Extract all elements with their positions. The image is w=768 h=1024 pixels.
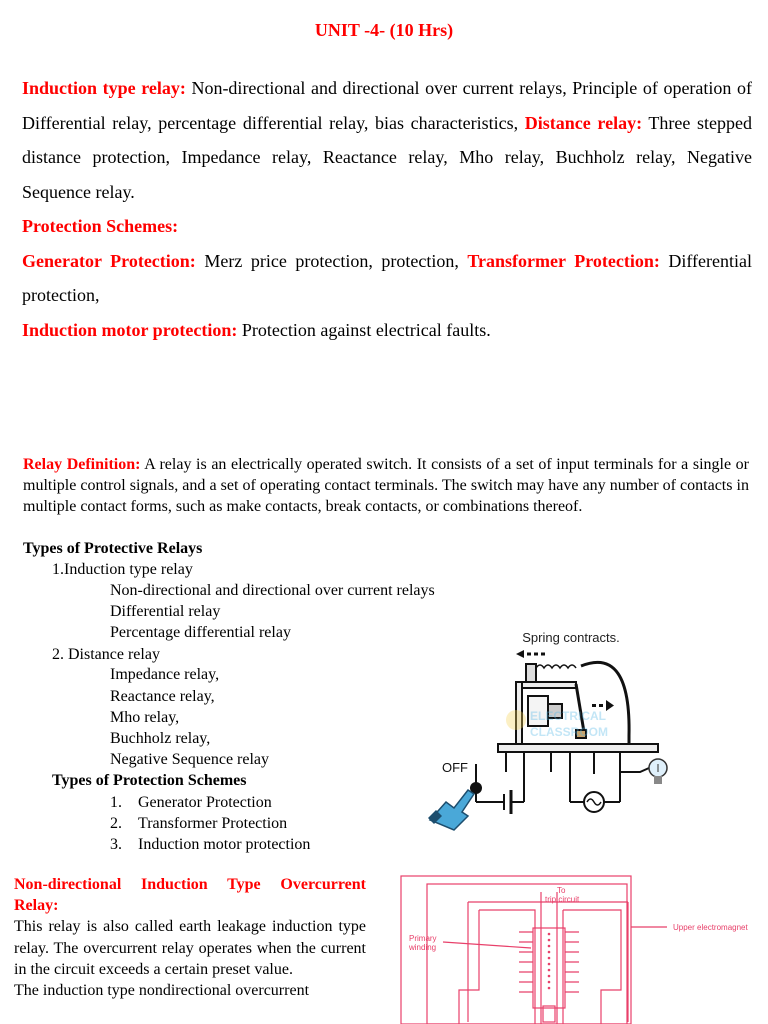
unit-title: UNIT -4- (10 Hrs): [314, 20, 454, 40]
types-of-relays-heading: Types of Protective Relays: [23, 540, 203, 557]
scheme-number: 2.: [110, 815, 122, 832]
induction-motor-protection-text: Protection against electrical faults.: [237, 319, 491, 340]
scheme-number: 1.: [110, 794, 122, 811]
transformer-protection-label: Transformer Protection:: [467, 250, 660, 271]
off-label: OFF: [442, 760, 468, 775]
distance-relay-label: Distance relay:: [524, 112, 643, 133]
nondirectional-paragraph-2: The induction type nondirectional overcurrent: [14, 982, 310, 1000]
relay-item: Impedance relay,: [110, 666, 220, 683]
protection-schemes-label: Protection Schemes:: [22, 216, 179, 236]
spring-contracts-caption: Spring contracts.: [522, 630, 620, 645]
relay-group-distance: 2. Distance relay: [52, 646, 160, 663]
syllabus-paragraph-generator: [22, 244, 752, 313]
relay-item: Differential relay: [110, 603, 221, 620]
watermark-text-2: CLASSROOM: [530, 725, 608, 739]
relay-item: Mho relay,: [110, 709, 180, 726]
diagram-label-trip-circuit: trip circuit: [545, 895, 580, 904]
watermark-text-1: ELECTRICAL: [530, 709, 606, 723]
protection-schemes-heading: [22, 209, 752, 244]
nondirectional-paragraph-1: This relay is also called earth leakage induction type relay. The overcurrent relay operates when the current in the circuit exceeds a certain preset value.: [14, 918, 366, 978]
scheme-item: Induction motor protection: [138, 836, 311, 853]
nondirectional-heading: Non-directional Induction Type Overcurrent Relay:: [14, 876, 366, 915]
relay-item: Buchholz relay,: [110, 730, 211, 747]
induction-type-relay-label: Induction type relay:: [22, 78, 186, 98]
diagram-label-to: To: [557, 886, 566, 895]
induction-motor-protection-label: Induction motor protection:: [22, 319, 238, 340]
relay-definition-text: A relay is an electrically operated switch. It consists of a set of input terminals for a single or multiple control signals, and a set of operating contact terminals. The switch may have any number of contacts in multiple contact forms, such as make contacts, break contacts, or combinations thereof.: [23, 456, 750, 516]
generator-protection-text: Merz price protection, protection,: [195, 250, 468, 271]
syllabus-paragraph-motor: [22, 313, 752, 348]
induction-type-relay-text: Non-directional and directional over current relays, Principle of operation of Differential relay, percentage differential relay, bias characteristics,: [22, 78, 752, 133]
syllabus-paragraph-induction: [22, 71, 752, 209]
relay-definition-label: Relay Definition:: [23, 456, 141, 473]
relay-item: Non-directional and directional over current relays: [110, 582, 435, 599]
relay-item: Negative Sequence relay: [110, 751, 270, 768]
transformer-protection-text: Differential protection,: [22, 250, 753, 305]
diagram-label-upper-electromagnet: Upper electromagnet: [673, 923, 748, 932]
nondirectional-section: [14, 874, 366, 1001]
diagram-background: [383, 868, 768, 1024]
induction-relay-diagram: [383, 868, 768, 1024]
relay-definition-paragraph: [23, 454, 749, 518]
relay-illustration: [416, 624, 698, 834]
scheme-number: 3.: [110, 836, 122, 853]
syllabus-section: [22, 71, 752, 347]
scheme-item: Transformer Protection: [138, 815, 288, 832]
relay-group-induction: 1.Induction type relay: [52, 561, 193, 578]
distance-relay-text: Three stepped distance protection, Impedance relay, Reactance relay, Mho relay, Buchholz relay, Negative Sequence relay.: [22, 112, 752, 202]
protection-schemes-list-heading: Types of Protection Schemes: [52, 772, 247, 789]
relay-item: Percentage differential relay: [110, 624, 291, 641]
relay-item: Reactance relay,: [110, 688, 215, 705]
ac-source-icon: [584, 792, 604, 812]
diagram-label-winding: winding: [409, 943, 437, 952]
generator-protection-label: Generator Protection:: [22, 250, 196, 271]
diagram-label-primary: Primary: [409, 934, 437, 943]
scheme-item: Generator Protection: [138, 794, 272, 811]
